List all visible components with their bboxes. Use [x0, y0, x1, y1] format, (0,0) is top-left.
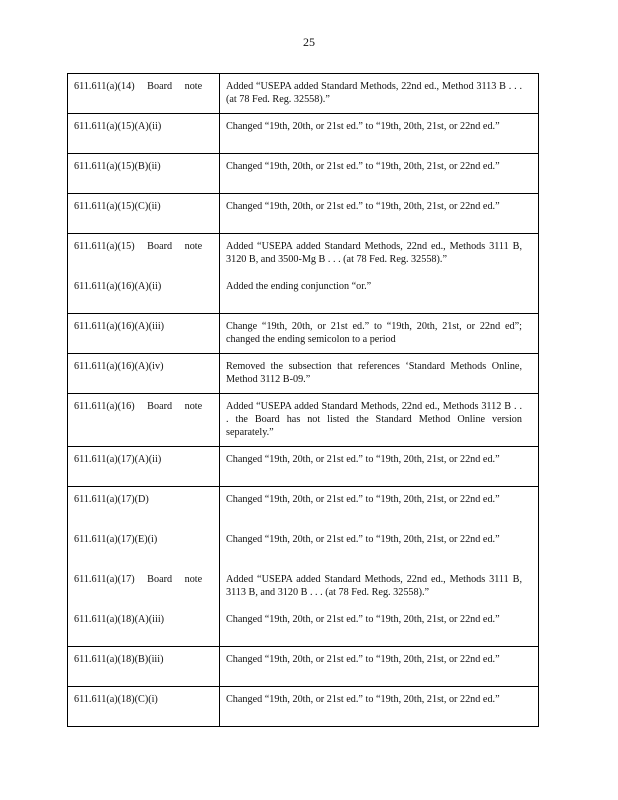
- change-description: Changed “19th, 20th, or 21st ed.” to “19th, 20th, 21st, or 22nd ed.”: [226, 454, 500, 465]
- section-reference: 611.611(a)(16) Board note: [74, 401, 203, 412]
- section-cell: [68, 647, 220, 687]
- table-row: [68, 154, 539, 194]
- table-row: [68, 314, 539, 354]
- change-cell: [220, 394, 539, 447]
- section-reference: 611.611(a)(15)(A)(ii): [74, 121, 162, 132]
- change-cell: [220, 74, 539, 114]
- table-row: [68, 447, 539, 487]
- change-description: Added “USEPA added Standard Methods, 22nd ed., Method 3113 B . . . (at 78 Fed. Reg. 32558).”: [226, 81, 522, 105]
- change-description: Changed “19th, 20th, or 21st ed.” to “19th, 20th, 21st, or 22nd ed.”: [226, 161, 500, 172]
- table-row: [68, 234, 539, 314]
- change-description: Changed “19th, 20th, or 21st ed.” to “19th, 20th, 21st, or 22nd ed.”: [226, 121, 500, 132]
- table-row: [68, 74, 539, 114]
- change-cell: [220, 194, 539, 234]
- section-cell: [68, 354, 220, 394]
- change-cell: [220, 447, 539, 487]
- change-description: Changed “19th, 20th, or 21st ed.” to “19th, 20th, 21st, or 22nd ed.”: [226, 534, 500, 545]
- section-reference: 611.611(a)(14) Board note: [74, 81, 203, 92]
- change-cell: [220, 354, 539, 394]
- section-reference: 611.611(a)(15)(B)(ii): [74, 161, 161, 172]
- table-row: [68, 487, 539, 647]
- change-cell: [220, 314, 539, 354]
- table-row: [68, 114, 539, 154]
- table-row: [68, 194, 539, 234]
- section-cell: [68, 234, 220, 314]
- amendments-table: [67, 73, 539, 727]
- change-cell: [220, 234, 539, 314]
- change-description: Changed “19th, 20th, or 21st ed.” to “19th, 20th, 21st, or 22nd ed.”: [226, 654, 500, 665]
- change-description: Added the ending conjunction “or.”: [226, 281, 372, 292]
- change-cell: [220, 687, 539, 727]
- section-reference: 611.611(a)(17) Board note: [74, 574, 203, 585]
- change-description: Change “19th, 20th, or 21st ed.” to “19th, 20th, 21st, or 22nd ed”; changed the ending semicolon to a period: [226, 321, 522, 345]
- section-reference: 611.611(a)(18)(C)(i): [74, 694, 158, 705]
- change-description: Changed “19th, 20th, or 21st ed.” to “19th, 20th, 21st, or 22nd ed.”: [226, 201, 500, 212]
- section-cell: [68, 74, 220, 114]
- table-row: [68, 647, 539, 687]
- section-cell: [68, 314, 220, 354]
- section-cell: [68, 194, 220, 234]
- table-row: [68, 394, 539, 447]
- section-reference: 611.611(a)(18)(B)(iii): [74, 654, 164, 665]
- section-reference: 611.611(a)(17)(E)(i): [74, 534, 158, 545]
- section-cell: [68, 154, 220, 194]
- section-reference: 611.611(a)(17)(A)(ii): [74, 454, 162, 465]
- section-reference: 611.611(a)(15) Board note: [74, 241, 203, 252]
- section-cell: [68, 487, 220, 647]
- section-cell: [68, 394, 220, 447]
- section-reference: 611.611(a)(16)(A)(ii): [74, 281, 162, 292]
- change-cell: [220, 487, 539, 647]
- page-number: 25: [303, 35, 315, 49]
- section-reference: 611.611(a)(16)(A)(iv): [74, 361, 164, 372]
- section-cell: [68, 114, 220, 154]
- section-cell: [68, 687, 220, 727]
- change-cell: [220, 154, 539, 194]
- change-description: Removed the subsection that references ‘Standard Methods Online, Method 3112 B-09.”: [226, 361, 522, 385]
- table-row: [68, 687, 539, 727]
- change-description: Changed “19th, 20th, or 21st ed.” to “19th, 20th, 21st, or 22nd ed.”: [226, 694, 500, 705]
- change-description: Changed “19th, 20th, or 21st ed.” to “19th, 20th, 21st, or 22nd ed.”: [226, 614, 500, 625]
- change-description: Added “USEPA added Standard Methods, 22nd ed., Methods 3111 B, 3120 B, and 3500-Mg B . . . (at 78 Fed. Reg. 32558).”: [226, 241, 522, 265]
- section-reference: 611.611(a)(16)(A)(iii): [74, 321, 165, 332]
- change-cell: [220, 647, 539, 687]
- section-reference: 611.611(a)(18)(A)(iii): [74, 614, 165, 625]
- change-cell: [220, 114, 539, 154]
- change-description: Added “USEPA added Standard Methods, 22nd ed., Methods 3112 B . . . the Board has not listed the Standard Method Online version separately.”: [226, 401, 522, 438]
- change-description: Added “USEPA added Standard Methods, 22nd ed., Methods 3111 B, 3113 B, and 3120 B . . . (at 78 Fed. Reg. 32558).”: [226, 574, 522, 598]
- table-row: [68, 354, 539, 394]
- change-description: Changed “19th, 20th, or 21st ed.” to “19th, 20th, 21st, or 22nd ed.”: [226, 494, 500, 505]
- section-reference: 611.611(a)(15)(C)(ii): [74, 201, 161, 212]
- section-cell: [68, 447, 220, 487]
- section-reference: 611.611(a)(17)(D): [74, 494, 149, 505]
